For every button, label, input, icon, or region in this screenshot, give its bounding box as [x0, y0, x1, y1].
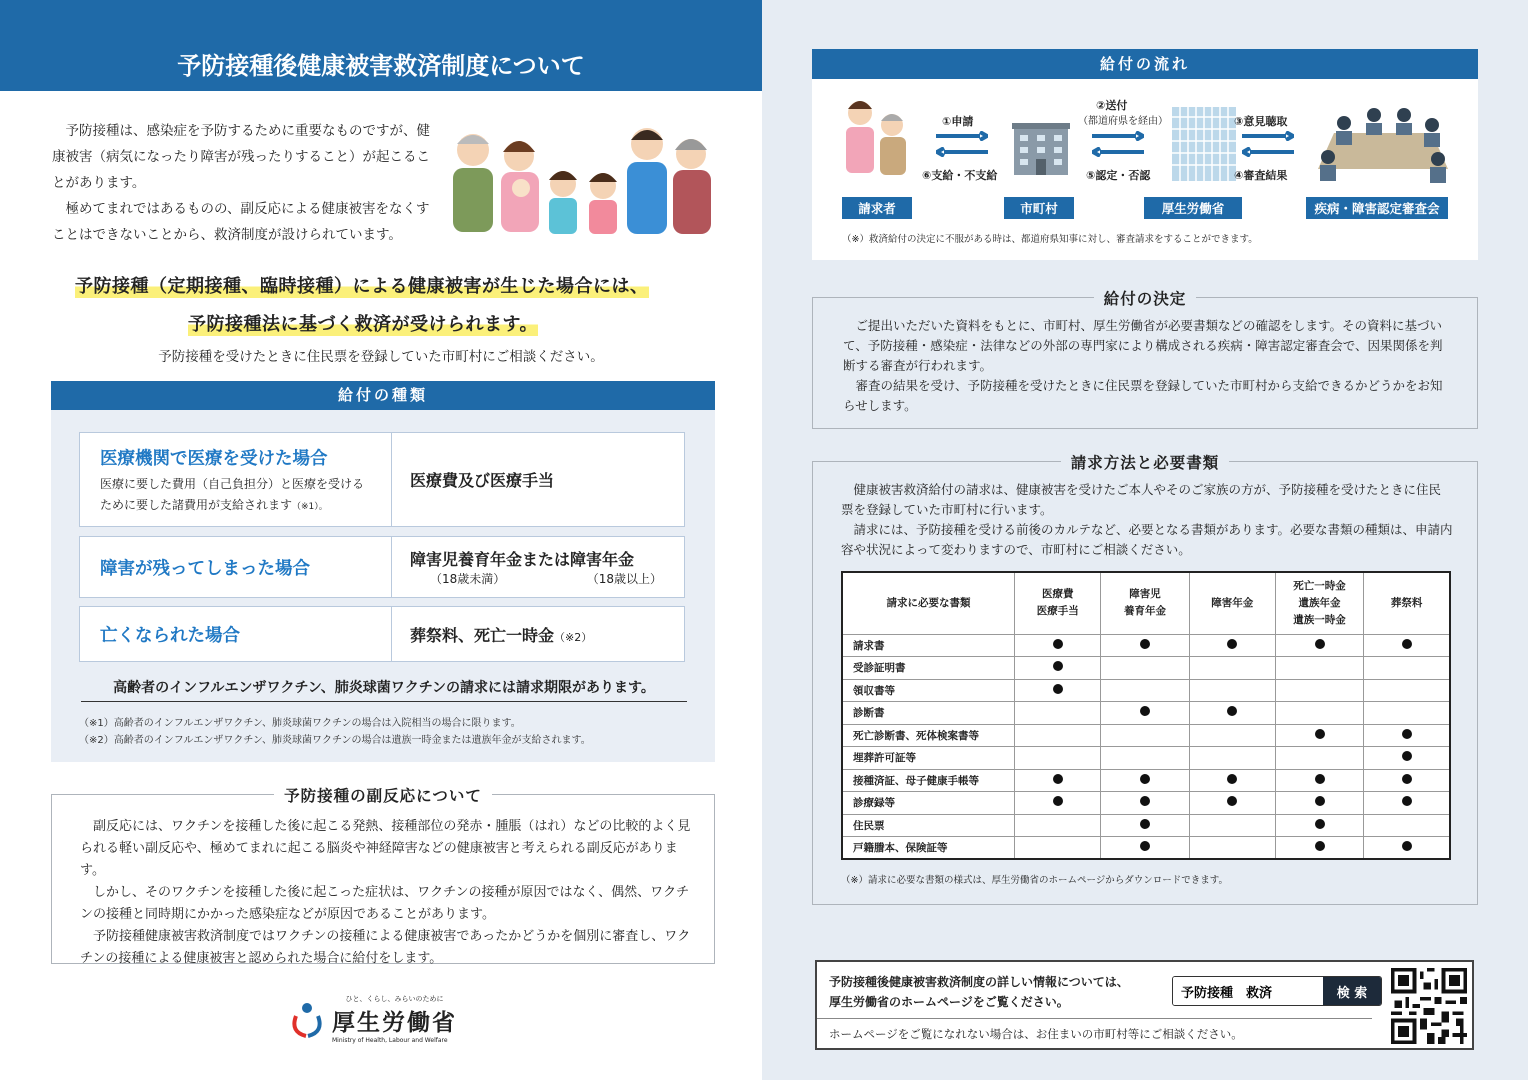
table-header-cell: 死亡一時金 遺族年金 遺族一時金 — [1275, 572, 1363, 634]
required-dot-icon — [1402, 729, 1412, 739]
requirement-cell — [1101, 634, 1189, 657]
search-input[interactable] — [1173, 977, 1323, 1005]
required-dot-icon — [1315, 796, 1325, 806]
required-dot-icon — [1140, 841, 1150, 851]
benefit-row-medical — [79, 432, 685, 527]
required-dot-icon — [1140, 774, 1150, 784]
requirement-cell — [1015, 724, 1101, 747]
required-dot-icon — [1402, 751, 1412, 761]
step-5-label: ⑤認定・否認 — [1086, 169, 1151, 182]
required-dot-icon — [1402, 841, 1412, 851]
requirement-cell — [1015, 679, 1101, 702]
requirement-cell — [1364, 769, 1450, 792]
required-dot-icon — [1053, 796, 1063, 806]
requirement-cell — [1189, 747, 1275, 770]
step-4-label: ④審査結果 — [1234, 169, 1288, 182]
requirement-cell — [1275, 837, 1363, 860]
actor-claimant: 請求者 — [842, 197, 912, 219]
document-name: 領収書等 — [842, 679, 1015, 702]
document-name: 請求書 — [842, 634, 1015, 657]
age-under-18: （18歳未満） — [430, 572, 506, 586]
table-header-cell: 医療費 医療手当 — [1015, 572, 1101, 634]
step-3-label: ③意見聴取 — [1234, 115, 1288, 128]
requirement-cell — [1364, 679, 1450, 702]
side-effects-paragraph-1: 副反応には、ワクチンを接種した後に起こる発熱、接種部位の発赤・腫脹（はれ）などの比較的よく見られる軽い副反応や、極めてまれに起こる脳炎や神経障害などの健康被害と考えられる副反応があります。 — [80, 819, 691, 878]
footer-line-1: 予防接種後健康被害救済制度の詳しい情報については、 — [829, 975, 1129, 989]
required-dot-icon — [1315, 819, 1325, 829]
table-header-cell: 請求に必要な書類 — [842, 572, 1015, 634]
benefit-label: 障害児養育年金または障害年金 — [410, 550, 635, 569]
requirement-cell — [1364, 702, 1450, 725]
table-row — [842, 702, 1450, 725]
requirement-cell — [1101, 769, 1189, 792]
required-dot-icon — [1315, 639, 1325, 649]
requirement-cell — [1015, 792, 1101, 815]
highlight-line-2: 予防接種法に基づく救済が受けられます。 — [188, 310, 538, 336]
left-page — [0, 0, 762, 1080]
required-dot-icon — [1140, 706, 1150, 716]
case-label: 障害が残ってしまった場合 — [100, 558, 310, 579]
requirement-cell — [1364, 657, 1450, 680]
required-dot-icon — [1315, 841, 1325, 851]
requirement-cell — [1015, 769, 1101, 792]
benefit-flow-diagram — [812, 79, 1478, 260]
footer-line-3: ホームページをご覧になれない場合は、お住まいの市町村等にご相談ください。 — [829, 1027, 1243, 1041]
ministry-building-icon — [1172, 107, 1236, 181]
requirement-cell — [1275, 679, 1363, 702]
required-dot-icon — [1053, 639, 1063, 649]
requirement-cell — [1364, 792, 1450, 815]
benefit-row-disability — [79, 536, 685, 598]
flow-note: （※）救済給付の決定に不服がある時は、都道府県知事に対し、審査請求をすることができます。 — [842, 234, 1258, 245]
required-dot-icon — [1402, 774, 1412, 784]
required-dot-icon — [1140, 796, 1150, 806]
step-1-label: ①申請 — [942, 115, 974, 128]
document-name: 住民票 — [842, 814, 1015, 837]
document-name: 戸籍謄本、保険証等 — [842, 837, 1015, 860]
requirement-cell — [1364, 814, 1450, 837]
intro-paragraph-2: 極めてまれではあるものの、副反応による健康被害をなくすことはできないことから、救済制度が設けられています。 — [52, 201, 430, 243]
side-effects-paragraph-2: しかし、そのワクチンを接種した後に起こった症状は、ワクチンの接種が原因ではなく、偶然、ワクチンの接種と同時期にかかった感染症などが原因であることがあります。 — [80, 885, 690, 922]
requirement-cell — [1189, 792, 1275, 815]
required-dot-icon — [1227, 774, 1237, 784]
flow-title: 給付の流れ — [812, 49, 1478, 79]
table-row — [842, 724, 1450, 747]
qr-code-icon[interactable] — [1391, 968, 1467, 1044]
required-dot-icon — [1402, 639, 1412, 649]
required-dot-icon — [1227, 639, 1237, 649]
required-dot-icon — [1402, 796, 1412, 806]
requirement-cell — [1189, 702, 1275, 725]
requirement-cell — [1364, 747, 1450, 770]
required-dot-icon — [1053, 774, 1063, 784]
required-dot-icon — [1140, 639, 1150, 649]
requirement-cell — [1275, 814, 1363, 837]
logo-name: 厚生労働省 — [332, 1010, 457, 1036]
side-effects-section — [51, 787, 715, 966]
required-dot-icon — [1315, 729, 1325, 739]
required-dot-icon — [1315, 774, 1325, 784]
intro-paragraph-1: 予防接種は、感染症を予防するために重要なものですが、健康被害（病気になったり障害が残ったりすること）が起こることがあります。 — [52, 123, 430, 191]
review-board-illustration — [1314, 93, 1452, 185]
document-name: 診療録等 — [842, 792, 1015, 815]
table-row — [842, 814, 1450, 837]
right-page — [762, 0, 1528, 1080]
table-row — [842, 792, 1450, 815]
table-header-cell: 障害年金 — [1189, 572, 1275, 634]
arrow-left-icon — [1092, 147, 1144, 157]
requirement-cell — [1189, 837, 1275, 860]
case-label: 医療機関で医療を受けた場合 — [100, 449, 328, 469]
document-name: 死亡診断書、死体検案書等 — [842, 724, 1015, 747]
required-dot-icon — [1053, 661, 1063, 671]
requirement-cell — [1189, 657, 1275, 680]
step-2-note: （都道府県を経由） — [1078, 116, 1168, 127]
requirement-cell — [1364, 837, 1450, 860]
arrow-left-icon — [936, 147, 988, 157]
requirement-cell — [1275, 747, 1363, 770]
actor-municipality: 市町村 — [1004, 197, 1074, 219]
intro-text — [52, 118, 432, 248]
page-title: 予防接種後健康被害救済制度について — [0, 0, 762, 91]
requirement-cell — [1275, 724, 1363, 747]
arrow-left-icon — [1242, 147, 1294, 157]
requirement-cell — [1015, 814, 1101, 837]
requirement-cell — [1015, 837, 1101, 860]
required-dot-icon — [1227, 706, 1237, 716]
required-documents-table — [841, 571, 1451, 860]
logo-tagline: ひと、くらし、みらいのために — [345, 995, 444, 1003]
table-row — [842, 679, 1450, 702]
search-widget — [1172, 976, 1382, 1006]
actor-review-board: 疾病・障害認定審査会 — [1306, 197, 1448, 219]
requirement-cell — [1275, 702, 1363, 725]
requirement-cell — [1101, 679, 1189, 702]
document-name: 受診証明書 — [842, 657, 1015, 680]
footnotes — [79, 715, 591, 749]
decision-title: 給付の決定 — [1094, 290, 1197, 308]
requirement-cell — [1364, 634, 1450, 657]
benefit-label: 葬祭料、死亡一時金 — [410, 625, 555, 645]
requirement-cell — [1101, 724, 1189, 747]
highlight-line-1: 予防接種（定期接種、臨時接種）による健康被害が生じた場合には、 — [75, 272, 649, 298]
benefit-types-section — [51, 381, 715, 762]
table-row — [842, 657, 1450, 680]
family-illustration — [445, 122, 717, 244]
city-hall-icon — [1012, 121, 1070, 177]
claim-title: 請求方法と必要書類 — [1061, 454, 1230, 472]
table-row — [842, 837, 1450, 860]
requirement-cell — [1189, 769, 1275, 792]
deadline-notice: 高齢者のインフルエンザワクチン、肺炎球菌ワクチンの請求には請求期限があります。 — [81, 677, 687, 702]
requirement-cell — [1015, 747, 1101, 770]
search-button[interactable]: 検 索 — [1323, 977, 1381, 1005]
case-label: 亡くなられた場合 — [100, 625, 240, 646]
requirement-cell — [1101, 792, 1189, 815]
decision-section — [812, 290, 1478, 429]
required-dot-icon — [1053, 684, 1063, 694]
requirement-cell — [1275, 657, 1363, 680]
mhlw-logo — [288, 994, 457, 1044]
requirement-cell — [1101, 837, 1189, 860]
document-name: 診断書 — [842, 702, 1015, 725]
footer-line-2: 厚生労働省のホームページをご覧ください。 — [829, 995, 1069, 1009]
benefit-note: （※2） — [554, 630, 593, 644]
actor-ministry: 厚生労働省 — [1144, 197, 1242, 219]
table-header-cell: 葬祭料 — [1364, 572, 1450, 634]
age-over-18: （18歳以上） — [586, 572, 662, 586]
requirement-cell — [1275, 769, 1363, 792]
table-row — [842, 747, 1450, 770]
benefit-label: 医療費及び医療手当 — [410, 471, 555, 490]
footnote-2: （※2）高齢者のインフルエンザワクチン、肺炎球菌ワクチンの場合は遺族一時金または遺族年金が支給されます。 — [79, 735, 591, 746]
requirement-cell — [1015, 702, 1101, 725]
document-name: 埋葬許可証等 — [842, 747, 1015, 770]
table-header-cell: 障害児 養育年金 — [1101, 572, 1189, 634]
arrow-right-icon — [936, 131, 988, 141]
requirement-cell — [1101, 657, 1189, 680]
requirement-cell — [1364, 724, 1450, 747]
claim-section — [812, 454, 1478, 905]
benefit-row-death — [79, 606, 685, 662]
requirement-cell — [1189, 679, 1275, 702]
info-footer-box — [815, 960, 1474, 1050]
requirement-cell — [1275, 634, 1363, 657]
requirement-cell — [1189, 814, 1275, 837]
claim-paragraph-1: 健康被害救済給付の請求は、健康被害を受けたご本人やそのご家族の方が、予防接種を受けたときに住民票を登録していた市町村に行います。 — [841, 482, 1442, 517]
requirement-cell — [1015, 657, 1101, 680]
decision-paragraph-1: ご提出いただいた資料をもとに、市町村、厚生労働省が必要書類などの確認をします。その資料に基づいて、予防接種・感染症・法律などの外部の専門家により構成される疾病・障害認定審査会で、因果関係を判断する審査が行われます。 — [843, 318, 1443, 373]
mhlw-logo-icon — [288, 1000, 326, 1038]
consult-text: 予防接種を受けたときに住民票を登録していた市町村にご相談ください。 — [158, 349, 604, 365]
required-dot-icon — [1140, 819, 1150, 829]
side-effects-paragraph-3: 予防接種健康被害救済制度ではワクチンの接種による健康被害であったかどうかを個別に審査し、ワクチンの接種による健康被害と認められた場合に給付をします。 — [80, 929, 691, 966]
case-note: （※1）。 — [292, 502, 328, 512]
claimant-illustration — [840, 97, 912, 177]
arrow-right-icon — [1092, 131, 1144, 141]
step-6-label: ⑥支給・不支給 — [922, 169, 998, 182]
step-2-label: ②送付 — [1096, 99, 1128, 112]
requirement-cell — [1101, 702, 1189, 725]
claim-note: （※）請求に必要な書類の様式は、厚生労働省のホームページからダウンロードできます。 — [841, 875, 1229, 886]
decision-paragraph-2: 審査の結果を受け、予防接種を受けたときに住民票を登録していた市町村から支給できるかどうかをお知らせします。 — [843, 378, 1443, 413]
arrow-right-icon — [1242, 131, 1294, 141]
requirement-cell — [1101, 814, 1189, 837]
benefit-types-title: 給付の種類 — [51, 381, 715, 410]
table-row — [842, 769, 1450, 792]
requirement-cell — [1015, 634, 1101, 657]
requirement-cell — [1189, 724, 1275, 747]
case-detail: 医療に要した費用（自己負担分）と医療を受けるために要した諸費用が支給されます — [100, 477, 365, 512]
requirement-cell — [1101, 747, 1189, 770]
requirement-cell — [1275, 792, 1363, 815]
footnote-1: （※1）高齢者のインフルエンザワクチン、肺炎球菌ワクチンの場合は入院相当の場合に限ります。 — [79, 718, 521, 729]
table-row — [842, 634, 1450, 657]
side-effects-title: 予防接種の副反応について — [274, 787, 492, 805]
requirement-cell — [1189, 634, 1275, 657]
logo-english: Ministry of Health, Labour and Welfare — [332, 1037, 448, 1044]
claim-paragraph-2: 請求には、予防接種を受ける前後のカルテなど、必要となる書類があります。必要な書類の種類は、申請内容や状況によって変わりますので、市町村にご相談ください。 — [841, 522, 1453, 557]
document-name: 接種済証、母子健康手帳等 — [842, 769, 1015, 792]
required-dot-icon — [1227, 796, 1237, 806]
